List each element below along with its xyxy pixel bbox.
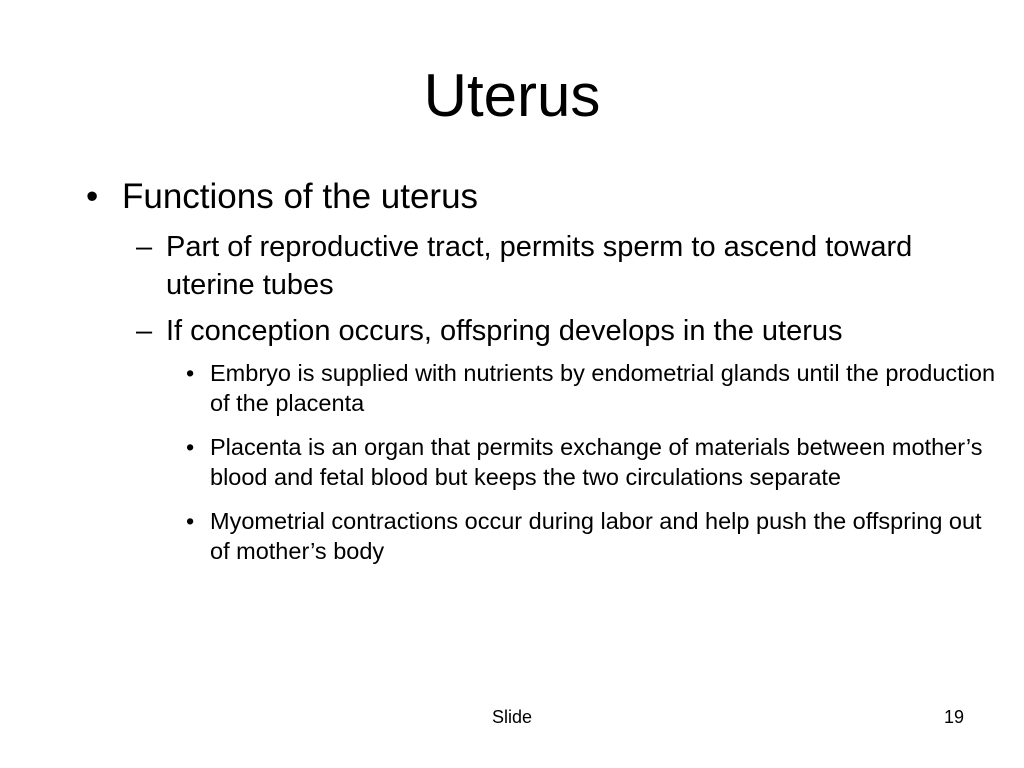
slide-title: Uterus xyxy=(423,62,601,129)
bullet-text: Functions of the uterus xyxy=(122,177,479,216)
page-number: 19 xyxy=(943,707,964,727)
bullet-marker: • xyxy=(186,434,195,460)
bullet-marker: • xyxy=(186,360,195,386)
bullet-marker: • xyxy=(86,177,99,216)
dash-marker: – xyxy=(136,231,153,263)
bullet-text: Myometrial contractions occur during labor and help push the offspring out of mother’s body xyxy=(210,508,982,564)
dash-marker: – xyxy=(136,315,153,347)
bullet-text: Part of reproductive tract, permits sperm to ascend toward uterine tubes xyxy=(166,231,913,301)
bullet-level3 xyxy=(184,432,998,492)
slide-body xyxy=(78,176,998,580)
bullet-text: Embryo is supplied with nutrients by endometrial glands until the production of the placenta xyxy=(210,360,996,416)
footer-label: Slide xyxy=(491,707,533,727)
bullet-level2 xyxy=(136,228,998,304)
bullet-marker: • xyxy=(186,508,195,534)
bullet-text: Placenta is an organ that permits exchange of materials between mother’s blood and fetal blood but keeps the two circulations separate xyxy=(210,434,983,490)
bullet-level2 xyxy=(136,312,998,350)
bullet-text: If conception occurs, offspring develops in the uterus xyxy=(166,315,843,347)
bullet-level3 xyxy=(184,506,998,566)
bullet-level3 xyxy=(184,358,998,418)
bullet-level1 xyxy=(78,176,998,218)
